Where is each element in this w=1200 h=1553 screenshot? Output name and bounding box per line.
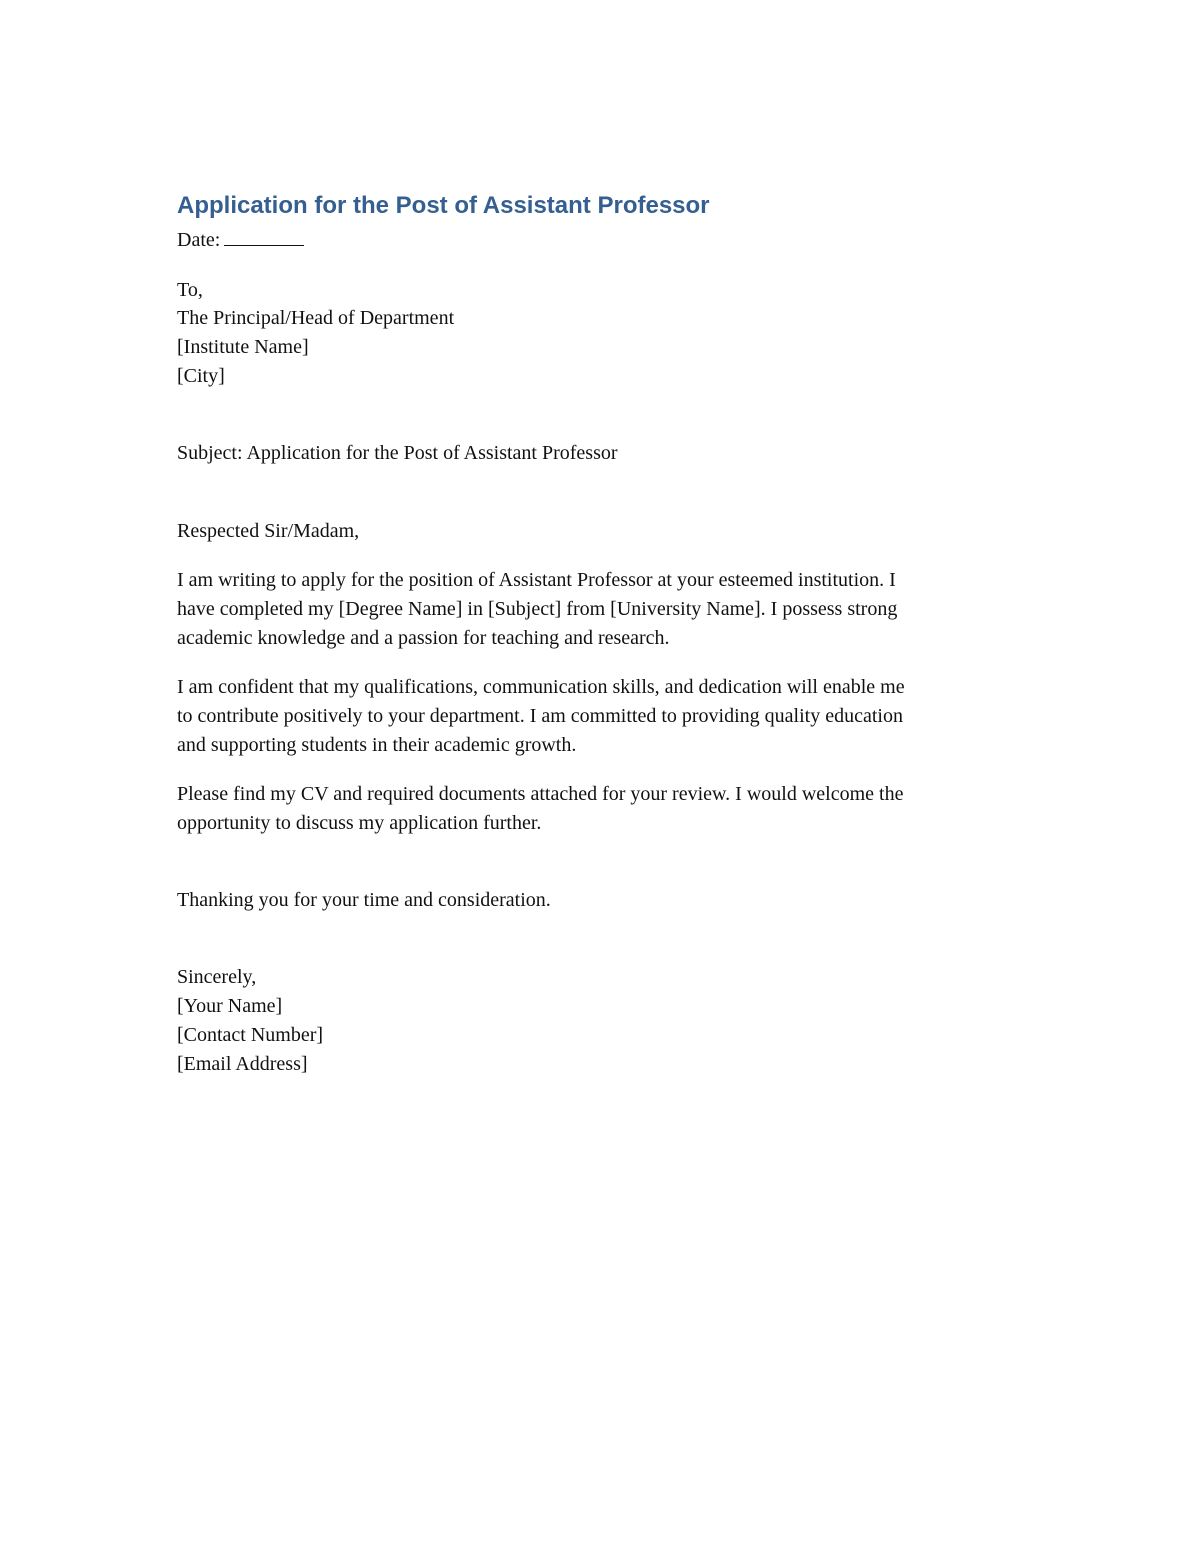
date-label: Date: xyxy=(177,229,221,251)
recipient-institute: [Institute Name] xyxy=(177,336,309,358)
date-line xyxy=(177,226,304,255)
recipient-to: To, xyxy=(177,279,203,301)
paragraph-1-line-2: have completed my [Degree Name] in [Subject] from [University Name]. I possess strong xyxy=(177,598,898,620)
recipient-position: The Principal/Head of Department xyxy=(177,307,455,329)
page-title: Application for the Post of Assistant Professor xyxy=(177,192,710,219)
closing-thanks: Thanking you for your time and consideration. xyxy=(177,889,551,911)
signature-name: [Your Name] xyxy=(177,995,283,1017)
recipient-city: [City] xyxy=(177,365,225,387)
paragraph-3-line-2: opportunity to discuss my application further. xyxy=(177,812,542,834)
date-blank xyxy=(224,227,304,246)
paragraph-2-line-3: and supporting students in their academic growth. xyxy=(177,734,577,756)
subject-line: Subject: Application for the Post of Assistant Professor xyxy=(177,442,618,464)
paragraph-3-line-1: Please find my CV and required documents attached for your review. I would welcome the xyxy=(177,783,904,805)
paragraph-2-line-1: I am confident that my qualifications, communication skills, and dedication will enable me xyxy=(177,676,905,698)
salutation: Respected Sir/Madam, xyxy=(177,520,360,542)
paragraph-1-line-1: I am writing to apply for the position of Assistant Professor at your esteemed institution. I xyxy=(177,569,896,591)
paragraph-1-line-3: academic knowledge and a passion for teaching and research. xyxy=(177,627,670,649)
signature-contact: [Contact Number] xyxy=(177,1024,324,1046)
signature-email: [Email Address] xyxy=(177,1053,308,1075)
sign-off: Sincerely, xyxy=(177,966,257,988)
paragraph-2-line-2: to contribute positively to your department. I am committed to providing quality education xyxy=(177,705,903,727)
